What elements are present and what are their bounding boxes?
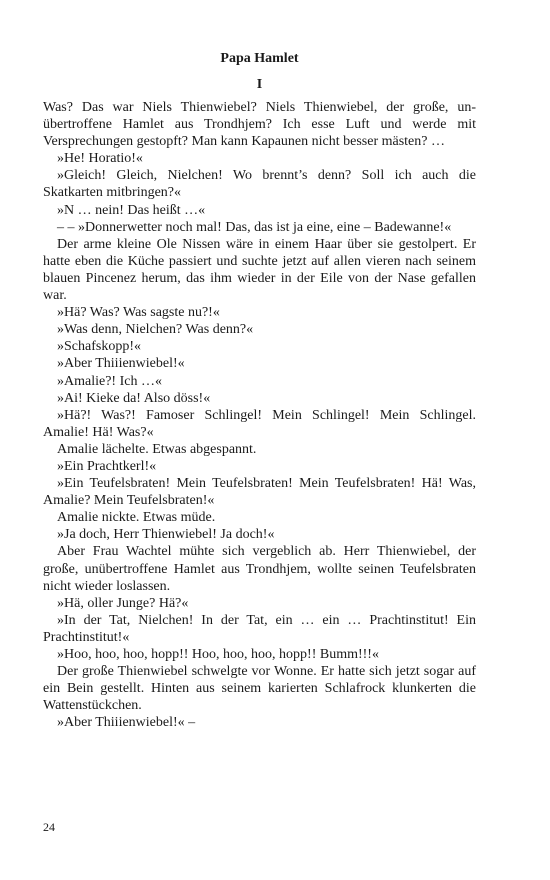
paragraph-24: »Aber Thiiienwiebel!« – [57,715,196,731]
paragraph-11: »Amalie?! Ich …« [57,373,162,389]
paragraph-3: »Gleich! Gleich, Nielchen! Wo brennt’s denn? Soll ich auch die Skatkarten mitbringen?« [43,168,476,201]
chapter-number: I [256,77,263,92]
paragraph-4: »N … nein! Das heißt …« [57,202,206,218]
paragraph-15: »Ein Prachtkerl!« [57,458,157,474]
paragraph-22: »Hoo, hoo, hoo, hopp!! Hoo, hoo, hoo, hopp!! Bumm!!!« [57,647,379,662]
paragraph-6: Der arme kleine Ole Nissen wäre in einem Haar über sie gestolpert. Er hatte eben die Küche passiert und suchte jetzt auf allen vieren nach seinem blauen Pincenez herum, das ihm wieder in der Eile von der Nase gefallen war. [43,236,476,304]
page-title: Papa Hamlet [220,51,299,66]
paragraph-23: Der große Thienwiebel schwelgte vor Wonne. Er hatte sich jetzt sogar auf ein Bein gestellt. Hinten aus seinem karierten Schlafrock klunkerten die Wattenstückchen. [43,664,476,714]
paragraph-17: Amalie nickte. Etwas müde. [57,510,216,526]
paragraph-5: – – »Donnerwetter noch mal! Das, das ist ja eine, eine – Badewanne!« [57,219,452,235]
paragraph-9: »Schafskopp!« [57,339,141,355]
page-body [43,50,476,731]
paragraph-1: Was? Das war Niels Thienwiebel? Niels Thienwiebel, der große, unübertroffene Hamlet aus Trondhjem? Ich esse Luft und werde mit Versprechungen gestopft? Man kann Kapaunen nicht besser mästen? … [43,100,476,150]
page-number: 24 [43,820,55,834]
paragraph-19: Aber Frau Wachtel mühte sich vergeblich ab. Herr Thienwiebel, der große, unübertroffene Hamlet aus Trondhjem, wollte seinen Teufelsbraten nicht wieder loslassen. [43,544,476,594]
body-text [43,99,476,731]
paragraph-21: »In der Tat, Nielchen! In der Tat, ein … ein … Prachtinstitut! Ein Prachtinstitut!« [43,612,476,645]
paragraph-14: Amalie lächelte. Etwas abgespannt. [57,441,257,457]
paragraph-7: »Hä? Was? Was sagste nu?!« [57,305,220,321]
paragraph-13: »Hä?! Was?! Famoser Schlingel! Mein Schlingel! Mein Schlingel. Amalie! Hä! Was?« [43,407,476,440]
paragraph-8: »Was denn, Nielchen? Was denn?« [57,322,254,338]
paragraph-10: »Aber Thiiienwiebel!« [57,356,185,372]
paragraph-12: »Ai! Kieke da! Also döss!« [57,390,211,406]
paragraph-2: »He! Horatio!« [57,151,143,167]
paragraph-16: »Ein Teufelsbraten! Mein Teufelsbraten! Mein Teufelsbraten! Hä! Was, Amalie? Mein Teufelsbraten!« [43,476,476,509]
paragraph-20: »Hä, oller Junge? Hä?« [57,595,189,611]
paragraph-18: »Ja doch, Herr Thienwiebel! Ja doch!« [57,527,275,543]
